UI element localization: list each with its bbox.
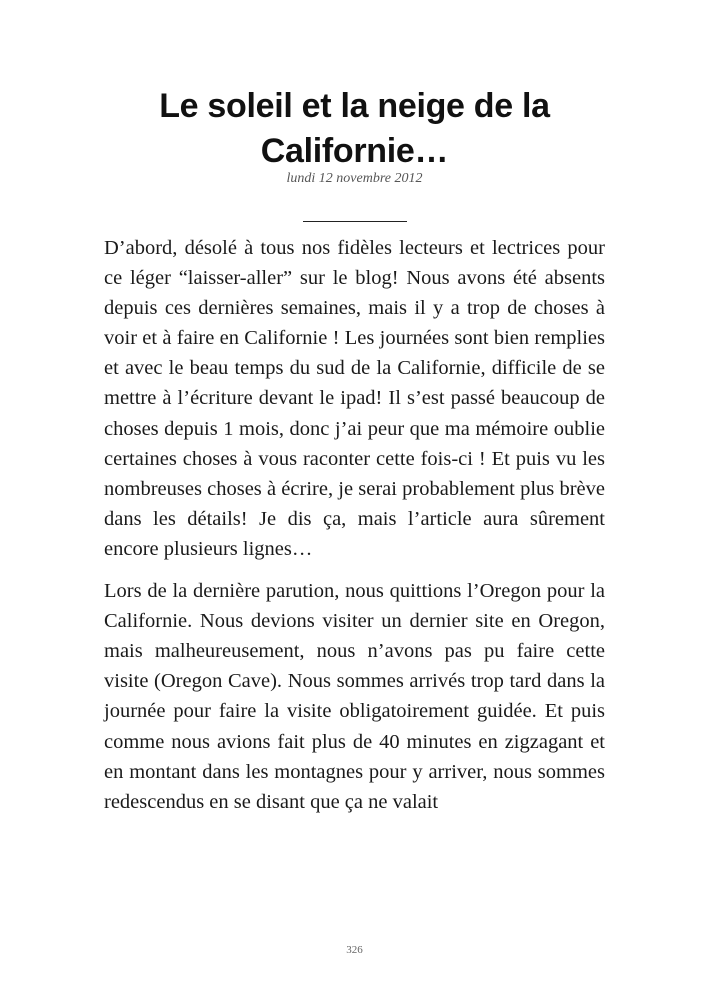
article-title: Le soleil et la neige de la Californie… <box>159 87 550 170</box>
article-date: lundi 12 novembre 2012 <box>286 171 423 186</box>
title-divider <box>303 221 407 222</box>
paragraph: D’abord, désolé à tous nos fidèles lecteurs et lectrices pour ce léger “laisser-aller” sur le blog! Nous avons été absents depuis ces dernières semaines, mais il y a trop de choses à voir et à faire en Californie ! Les journées sont bien remplies et avec le beau temps du sud de la Californie, difficile de se mettre à l’écriture devant le ipad! Il s’est passé beaucoup de choses depuis 1 mois, donc j’ai peur que ma mémoire oublie certaines choses à vous raconter cette fois-ci ! Et puis vu les nombreuses choses à écrire, je serai probablement plus brève dans les détails! Je dis ça, mais l’article aura sûrement encore plusieurs lignes… <box>104 237 605 560</box>
paragraph: Lors de la dernière parution, nous quittions l’Oregon pour la Californie. Nous devions visiter un dernier site en Oregon, mais malheureusement, nous n’avons pas pu faire cette visite (Oregon Cave). Nous sommes arrivés trop tard dans la journée pour faire la visite obligatoirement guidée. Et puis comme nous avions fait plus de 40 minutes en zigzagant et en montant dans les montagnes pour y arriver, nous sommes redescendus en se disant que ça ne valait <box>104 580 605 813</box>
page-number: 326 <box>346 944 363 956</box>
article-body <box>104 233 605 829</box>
